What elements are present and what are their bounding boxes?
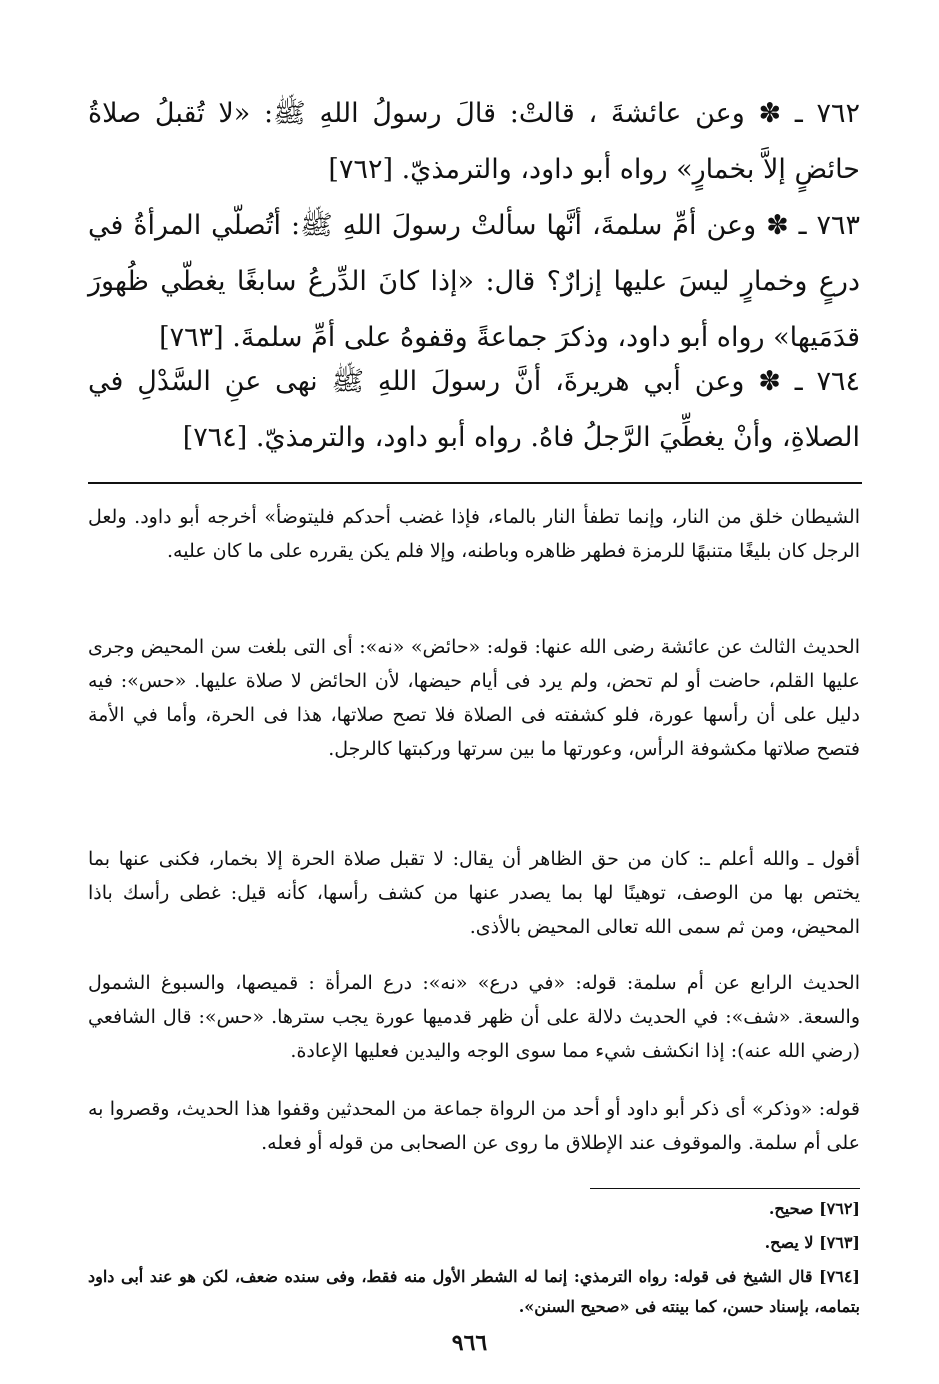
footnote-762: [٧٦٢] صحيح. <box>768 1199 860 1218</box>
page-number: ٩٦٦ <box>451 1330 488 1356</box>
hadith-763: ٧٦٣ ـ ✽ وعن أمِّ سلمةَ، أنَّها سألتْ رسولَ اللهِ ﷺ: أتُصلّي المرأةُ في درعٍ وخمارٍ ليسَ عليها إزارٌ؟ قال: «إذا كانَ الدِّرعُ سابغًا يغطّي ظُهورَ قدَمَيها» رواه أبو داود، وذكرَ جماعةً وقفوهُ على أمِّ سلمةَ. [٧٦٣] <box>88 210 860 353</box>
commentary-paragraph-3: أقول ـ والله أعلم ـ: كان من حق الظاهر أن يقال: لا تقبل صلاة الحرة إلا بخمار، فكنى عنها بما يختص بها من الوصف، توهينًا لها بما يصدر عنها من كشف رأسها، كأنه قيل: غطى رأسك باذا المحيض، ومن ثم سمى الله تعالى المحيض بالأذى. <box>88 848 860 938</box>
commentary-paragraph-5: قوله: «وذكر» أى ذكر أبو داود أو أحد من الرواة جماعة من المحدثين وقفوا هذا الحديث، وقصروا به على أم سلمة. والموقوف عند الإطلاق ما روى عن الصحابى من قوله أو فعله. <box>88 1098 860 1154</box>
commentary-paragraph-1: الشيطان خلق من النار، وإنما تطفأ النار بالماء، فإذا غضب أحدكم فليتوضأ» أخرجه أبو داود. ولعل الرجل كان بليغًا متنبهًا للرمزة فطهر ظاهره وباطنه، وإلا فلم يكن يقرره على ما كان عليه. <box>88 506 860 562</box>
hadith-764: ٧٦٤ ـ ✽ وعن أبي هريرةَ، أنَّ رسولَ اللهِ ﷺ نهى عنِ السَّدْلِ في الصلاةِ، وأنْ يغطِّيَ الرَّجلُ فاهُ. رواه أبو داود، والترمذيّ. [٧٦٤] <box>88 366 860 453</box>
hadith-762: ٧٦٢ ـ ✽ وعن عائشةَ ، قالتْ: قالَ رسولُ اللهِ ﷺ: «لا تُقبلُ صلاةُ حائضٍ إلاَّ بخمارٍ» رواه أبو داود، والترمذيّ. [٧٦٢] <box>88 98 860 185</box>
commentary-paragraph-2: الحديث الثالث عن عائشة رضى الله عنها: قوله: «حائض» «نه»: أى التى بلغت سن المحيض وجرى عليها القلم، حاضت أو لم تحض، ولم يرد فى أيام حيضها، لأن الحائض لا صلاة عليها. «حس»: فيه دليل على أن رأسها عورة، فلو كشفته فى الصلاة فلا تصح صلاتها، هذا فى الحرة، وأما في الأمة فتصح صلاتها مكشوفة الرأس، وعورتها ما بين سرتها وركبتها كالرجل. <box>88 636 860 760</box>
commentary-paragraph-4: الحديث الرابع عن أم سلمة: قوله: «في درع» «نه»: درع المرأة : قميصها، والسبوغ الشمول والسعة. «شف»: في الحديث دلالة على أن ظهر قدميها عورة يجب سترها. «حس»: قال الشافعي (رضي الله عنه): إذا انكشف شيء مما سوى الوجه واليدين فعليها الإعادة. <box>88 972 860 1062</box>
footnote-764: [٧٦٤] قال الشيخ فى قوله: رواه الترمذي: إنما له الشطر الأول منه فقط، وفى سنده ضعف، لكن هو عند أبى داود بتمامه، بإسناد حسن، كما بينته فى «صحيح السنن». <box>88 1267 860 1316</box>
main-separator-line <box>88 482 862 484</box>
footnote-763: [٧٦٣] لا يصح. <box>764 1233 860 1252</box>
footnote-separator-line <box>590 1188 860 1189</box>
